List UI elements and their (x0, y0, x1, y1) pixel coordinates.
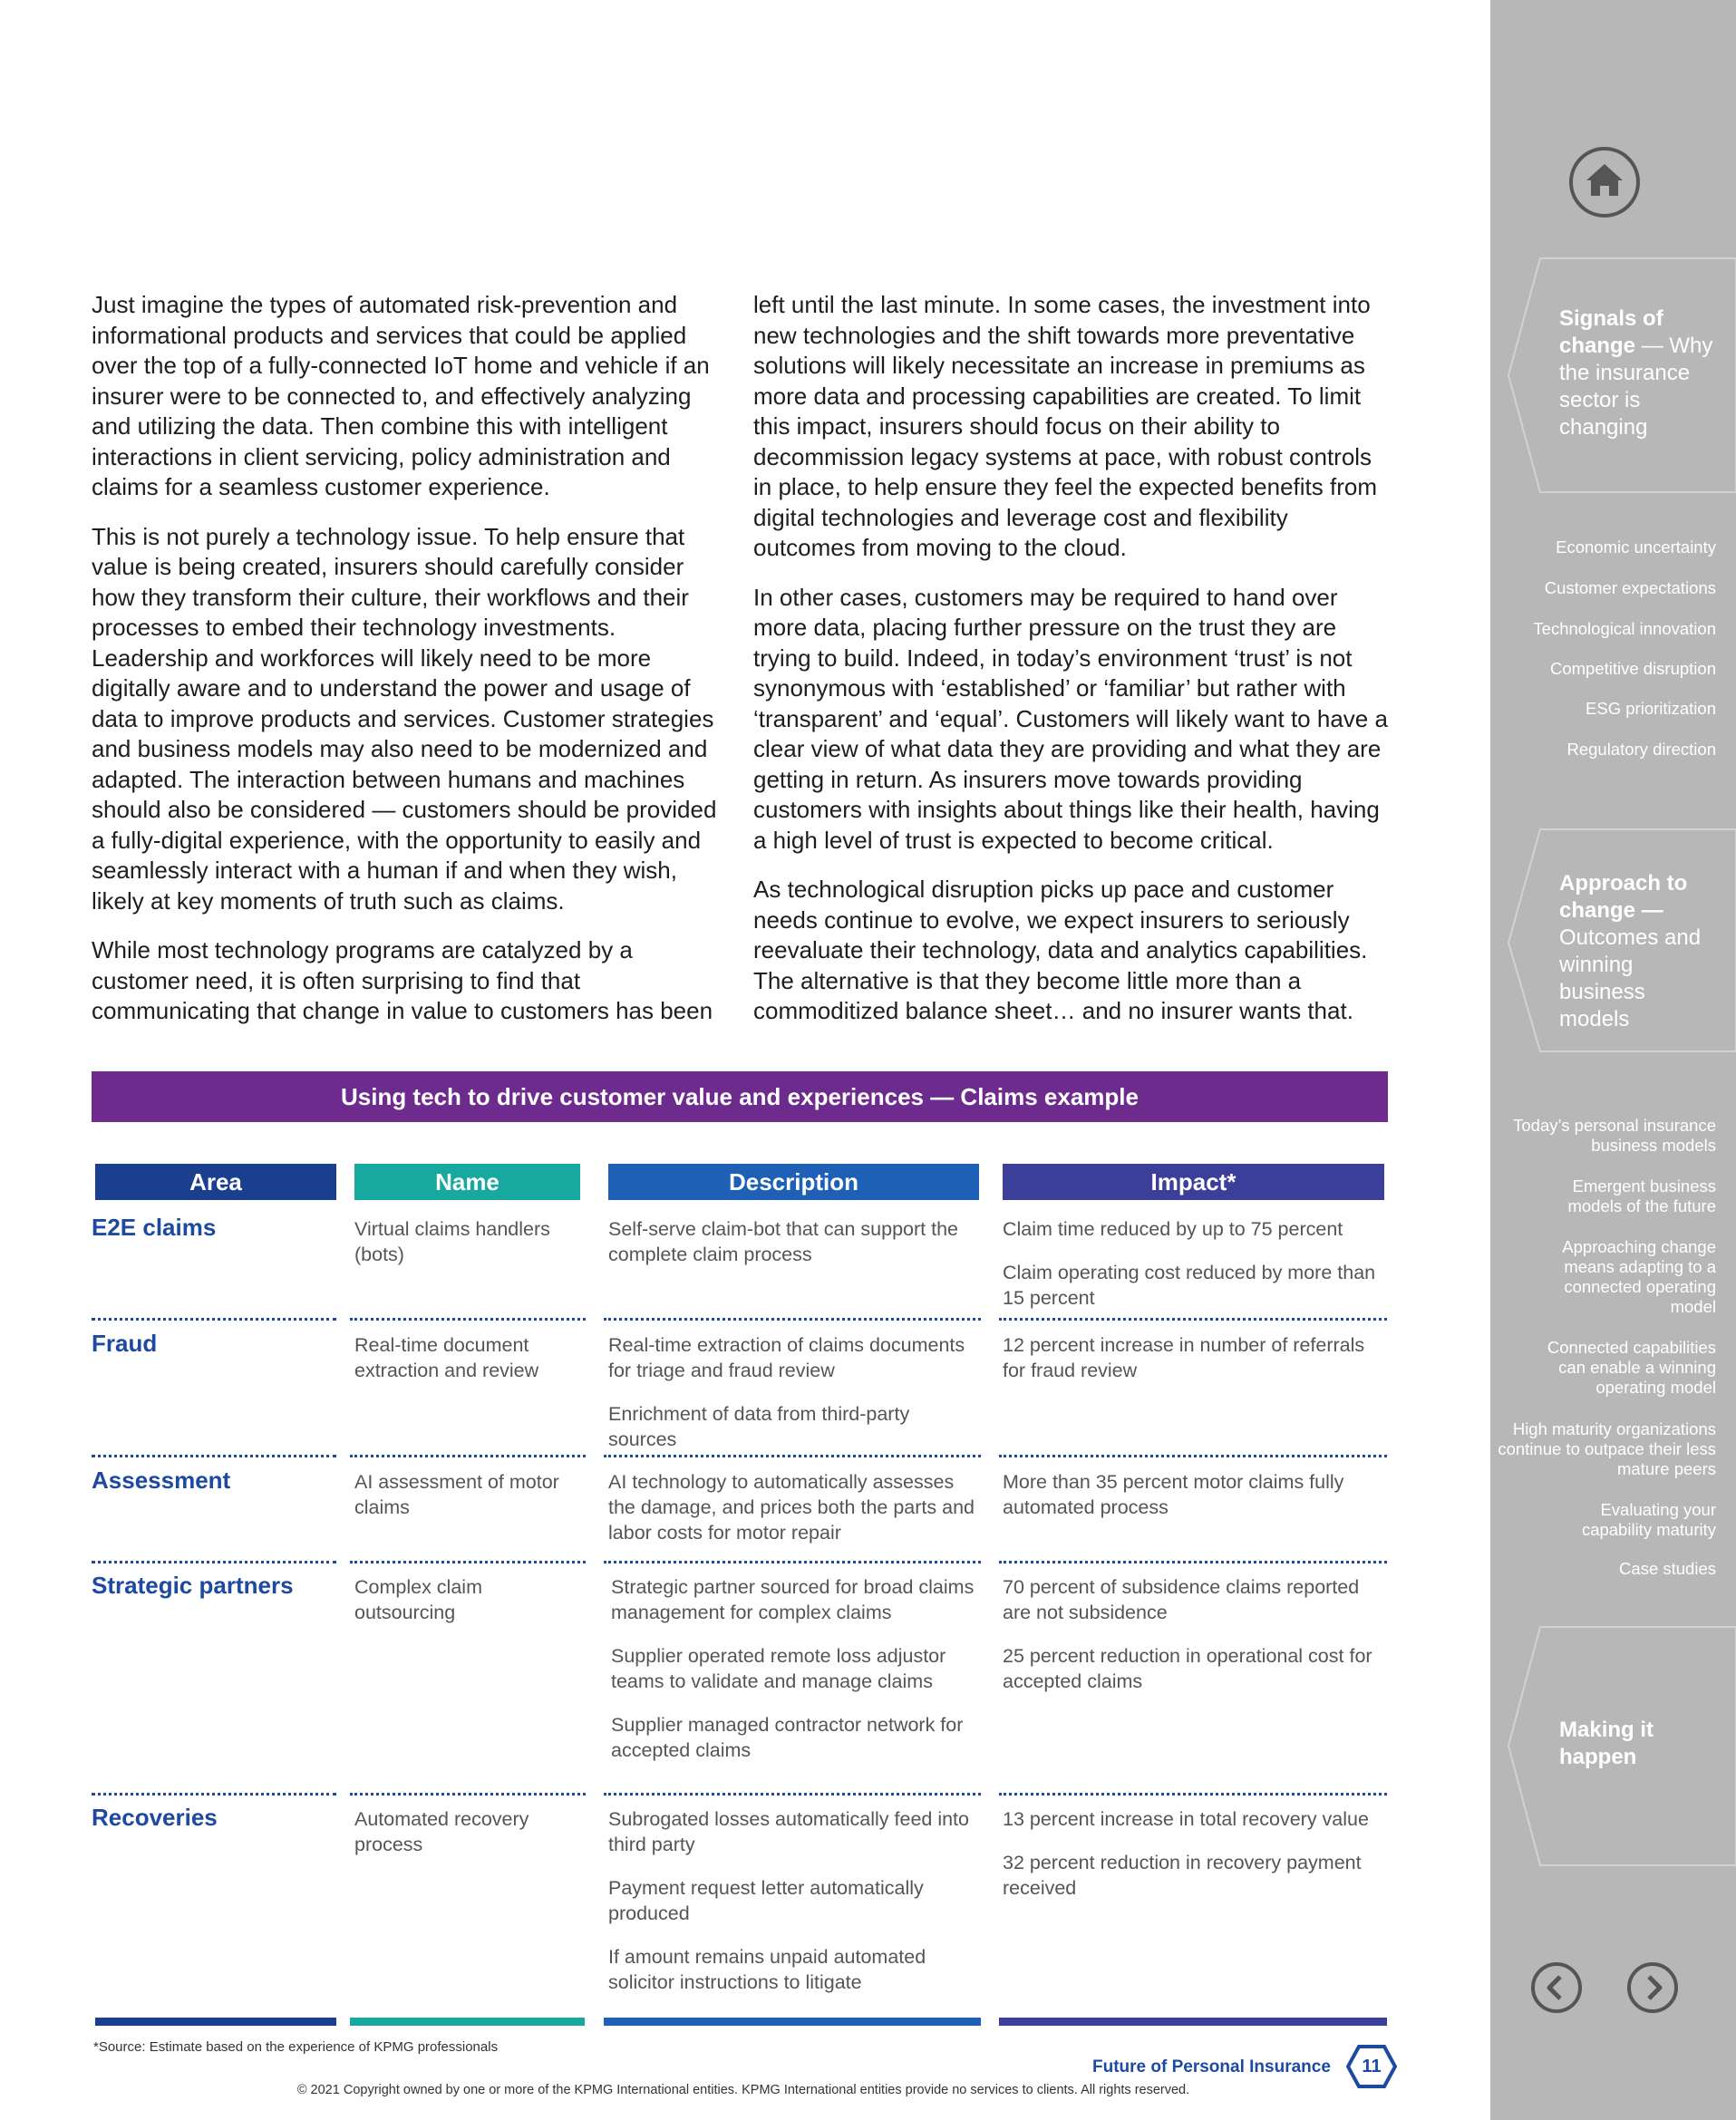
section-title-rest: — Why the insurance sector is changing (1559, 334, 1713, 440)
row-name: Complex claim outsourcing (354, 1576, 482, 1623)
page-number: 11 (1362, 2057, 1382, 2076)
row-name: Virtual claims handlers (bots) (354, 1218, 550, 1265)
sidebar-item[interactable]: ESG prioritization (1586, 699, 1716, 718)
row-divider (999, 1318, 1387, 1321)
impact-item: 32 percent reduction in recovery payment received (1003, 1852, 1362, 1899)
row-divider (350, 1318, 586, 1321)
row-divider (92, 1318, 336, 1321)
paragraph: This is not purely a technology issue. To help ensure that value is being created, insurers should carefully consider how they transform their culture, their workflows and their processes to embed their technology investments. Leadership and workforces will likely need to be more digitally aware and to understand the power and usage of data to improve products and services. Customer strategies and business models may also need to be modernized and adapted. The interaction between humans and machines should also be considered — customers should be provided a fully-digital experience, with the opportunity to easily and seamlessly interact with a human if and when they wish, likely at key moments of truth such as claims. (92, 522, 717, 915)
impact-item: 13 percent increase in total recovery value (1003, 1808, 1369, 1830)
sidebar-item[interactable]: Technological innovation (1533, 619, 1716, 638)
home-button[interactable] (1568, 146, 1641, 218)
copyright: © 2021 Copyright owned by one or more of the KPMG International entities. KPMG International entities provide no services to clients. All rights reserved. (296, 2083, 1190, 2097)
row-divider (604, 1793, 981, 1796)
description-item: Payment request letter automatically produced (608, 1877, 924, 1924)
row-area: Fraud (92, 1330, 158, 1357)
sidebar-section-approach[interactable] (1559, 870, 1718, 1033)
row-divider (604, 1455, 981, 1457)
row-area: Strategic partners (92, 1572, 294, 1599)
footnote: *Source: Estimate based on the experience of KPMG professionals (93, 2039, 499, 2055)
row-description (608, 1216, 980, 1285)
body-column-left (92, 290, 726, 1046)
description-item: Supplier operated remote loss adjustor teams to validate and manage claims (611, 1645, 946, 1692)
impact-item: 12 percent increase in number of referrals for fraud review (1003, 1334, 1365, 1381)
sidebar-item[interactable]: High maturity organizations continue to outpace their less mature peers (1498, 1419, 1716, 1478)
section-title-rest: Outcomes and winning business models (1559, 925, 1702, 1031)
row-description (608, 1806, 984, 2013)
publication-title: Future of Personal Insurance (1092, 2057, 1331, 2076)
header-description: Description (608, 1164, 979, 1200)
row-divider (350, 1455, 586, 1457)
section-title-bold: Signals of change (1559, 306, 1663, 358)
body-column-right (753, 290, 1388, 1046)
sidebar-item[interactable]: Today’s personal insurance business models (1513, 1116, 1716, 1155)
header-name: Name (354, 1164, 580, 1200)
sidebar-item[interactable]: Competitive disruption (1549, 659, 1716, 678)
row-divider (604, 1561, 981, 1563)
sidebar-item[interactable]: Emergent business models of the future (1567, 1176, 1716, 1215)
row-area: E2E claims (92, 1214, 217, 1241)
sidebar-item[interactable]: Approaching change means adapting to a connected operating model (1562, 1237, 1716, 1316)
row-name: Real-time document extraction and review (354, 1334, 539, 1381)
impact-item: Claim operating cost reduced by more than 15 percent (1003, 1262, 1376, 1309)
sidebar-item[interactable]: Customer expectations (1544, 578, 1716, 597)
description-item: Enrichment of data from third-party sources (608, 1403, 910, 1450)
header-area: Area (95, 1164, 336, 1200)
row-name: AI assessment of motor claims (354, 1471, 559, 1518)
section-title-bold: Approach to change — (1559, 871, 1688, 923)
sidebar-section-signals[interactable] (1559, 305, 1718, 441)
table-bottom-bar (999, 2018, 1387, 2026)
table-bottom-bar (604, 2018, 981, 2026)
row-divider (999, 1561, 1387, 1563)
impact-item: More than 35 percent motor claims fully automated process (1003, 1471, 1344, 1518)
header-impact: Impact* (1003, 1164, 1384, 1200)
impact-item: Claim time reduced by up to 75 percent (1003, 1218, 1343, 1240)
paragraph: In other cases, customers may be required to hand over more data, placing further pressure on the trust they are trying to build. Indeed, in today’s environment ‘trust’ is not synonymous with ‘established’ or ‘familiar’ but rather with ‘transparent’ and ‘equal’. Customers will likely want to have a clear view of what data they are providing and what they are getting in return. As insurers move towards providing customers with insights about things like their health, having a high level of trust is expected to become critical. (753, 583, 1388, 854)
row-divider (999, 1455, 1387, 1457)
sidebar-item[interactable]: Connected capabilities can enable a winning operating model (1547, 1338, 1716, 1397)
row-area: Assessment (92, 1467, 231, 1494)
row-impact (1003, 1469, 1379, 1538)
description-item: Self-serve claim-bot that can support the complete claim process (608, 1218, 958, 1265)
row-divider (604, 1318, 981, 1321)
row-divider (350, 1793, 586, 1796)
sidebar-section-making-it-happen[interactable] (1559, 1717, 1686, 1771)
row-divider (999, 1793, 1387, 1796)
row-impact (1003, 1574, 1379, 1712)
row-impact (1003, 1332, 1379, 1401)
chevron-left-icon (1530, 1961, 1583, 2014)
section-title-bold: Making it happen (1559, 1718, 1654, 1769)
row-impact (1003, 1216, 1379, 1329)
table-bottom-bar (95, 2018, 336, 2026)
prev-page-button[interactable] (1530, 1961, 1583, 2014)
description-item: Real-time extraction of claims documents for triage and fraud review (608, 1334, 965, 1381)
description-item: AI technology to automatically assesses the damage, and prices both the parts and labor costs for motor repair (608, 1471, 975, 1544)
next-page-button[interactable] (1626, 1961, 1679, 2014)
impact-item: 70 percent of subsidence claims reported are not subsidence (1003, 1576, 1360, 1623)
description-item: Strategic partner sourced for broad claims management for complex claims (611, 1576, 975, 1623)
home-icon (1568, 146, 1641, 218)
row-description (608, 1332, 980, 1470)
sidebar-item[interactable]: Regulatory direction (1566, 740, 1716, 759)
row-divider (92, 1793, 336, 1796)
row-divider (92, 1561, 336, 1563)
row-area: Recoveries (92, 1804, 218, 1831)
row-description (611, 1574, 984, 1781)
paragraph: As technological disruption picks up pace and customer needs continue to evolve, we expect insurers to seriously reevaluate their technology, data and analytics capabilities. The alternative is that they become little more than a commoditized balance sheet… and no insurer wants that. (753, 876, 1368, 1024)
table-banner: Using tech to drive customer value and experiences — Claims example (92, 1071, 1388, 1122)
paragraph: Just imagine the types of automated risk-prevention and informational products and services that could be applied over the top of a fully-connected IoT home and vehicle if an insurer were to be connected to, and effectively analyzing and utilizing the data. Then combine this with intelligent interactions in client servicing, policy administration and claims for a seamless customer experience. (92, 291, 710, 500)
sidebar-item[interactable]: Case studies (1619, 1559, 1716, 1578)
description-item: Supplier managed contractor network for accepted claims (611, 1714, 964, 1761)
paragraph: While most technology programs are catalyzed by a customer need, it is often surprising to find that communicating that change in value to customers has been (92, 936, 713, 1024)
row-name: Automated recovery process (354, 1808, 529, 1855)
table-bottom-bar (350, 2018, 585, 2026)
row-divider (92, 1455, 336, 1457)
row-divider (350, 1561, 586, 1563)
chevron-right-icon (1626, 1961, 1679, 2014)
sidebar-item[interactable]: Economic uncertainty (1556, 537, 1716, 557)
sidebar-item[interactable]: Evaluating your capability maturity (1581, 1500, 1716, 1539)
description-item: Subrogated losses automatically feed into third party (608, 1808, 969, 1855)
description-item: If amount remains unpaid automated solicitor instructions to litigate (608, 1946, 926, 1993)
row-description (608, 1469, 984, 1563)
impact-item: 25 percent reduction in operational cost for accepted claims (1003, 1645, 1372, 1692)
row-impact (1003, 1806, 1379, 1919)
paragraph: left until the last minute. In some cases, the investment into new technologies and the shift towards more preventative solutions will likely necessitate an increase in premiums as more data and processing capabilities are created. To limit this impact, insurers should focus on their ability to decommission legacy systems at pace, with robust controls in place, to help ensure they feel the expected benefits from digital technologies and leverage cost and flexibility outcomes from moving to the cloud. (753, 291, 1377, 561)
